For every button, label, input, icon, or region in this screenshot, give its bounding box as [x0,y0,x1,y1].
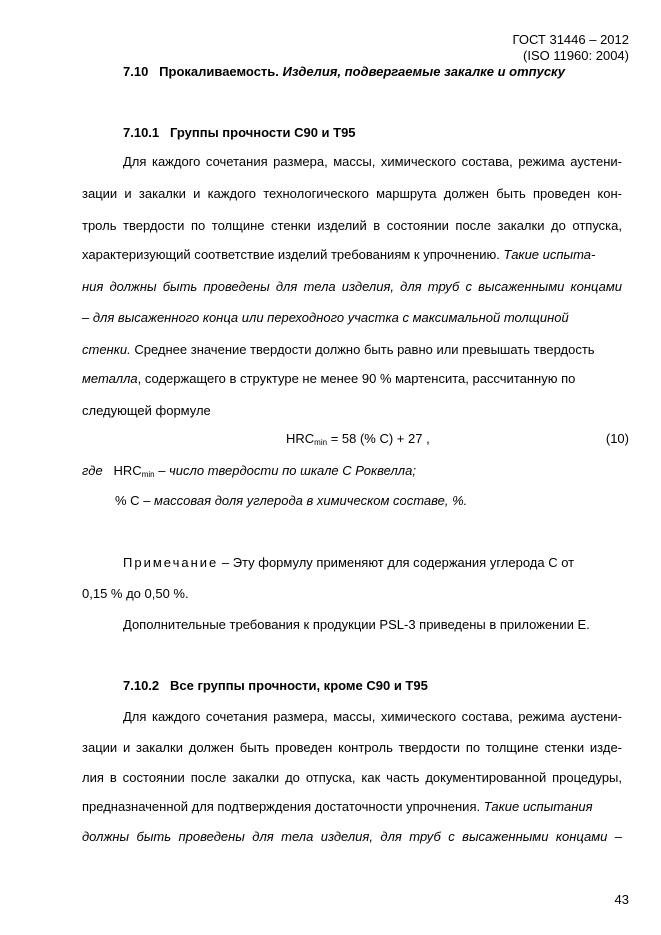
page-number: 43 [614,892,629,907]
legend-symbol: % С [115,493,140,508]
formula-expression: = 58 (% C) + 27 , [330,431,430,446]
additional-requirements: Дополнительные требования к продукции PSL-3 приведены в приложении Е. [123,617,590,632]
paragraph-line: – для высаженного конца или переходного участка с максимальной толщиной [82,310,569,325]
section-7-10-heading [123,64,565,79]
section-title: Все группы прочности, кроме С90 и Т95 [170,678,428,693]
note-continuation: 0,15 % до 0,50 %. [82,586,189,601]
text-normal: характеризующий соответствие изделий требованиям к упрочнению. [82,247,500,262]
section-number: 7.10.1 [123,125,160,140]
note-text: – Эту формулу применяют для содержания углерода С от [218,555,575,570]
text-italic: стенки. [82,342,131,357]
formula-legend-line [115,493,467,508]
formula-legend-line [82,463,416,479]
text-italic: металла [82,371,138,386]
text-italic: Такие испыта- [503,247,596,262]
note-label: Примечание [123,555,219,570]
paragraph-line: Для каждого сочетания размера, массы, химического состава, режима аустени- [123,709,622,724]
formula-subscript: min [314,438,328,447]
paragraph-line: зации и закалки должен быть проведен контроль твердости по толщине стенки изде- [82,740,622,755]
legend-description: – число твердости по шкале С Роквелла; [158,463,416,478]
paragraph-line: Для каждого сочетания размера, массы, химического состава, режима аустени- [123,154,622,169]
formula [286,431,430,447]
paragraph-line [82,342,622,357]
section-title: Группы прочности С90 и Т95 [170,125,356,140]
text-normal: предназначенной для подтверждения достаточности упрочнения. [82,799,481,814]
legend-symbol: HRC [113,463,142,478]
text-normal: Среднее значение твердости должно быть равно или превышать твердость [134,342,595,357]
section-7-10-2-heading [123,678,428,693]
note [123,555,574,570]
paragraph-line: ния должны быть проведены для тела изделия, для труб с высаженными концами [82,279,622,294]
paragraph-line [82,799,622,814]
legend-description: – массовая доля углерода в химическом составе, %. [143,493,468,508]
paragraph-line [82,371,622,386]
section-number: 7.10 [123,64,149,79]
formula-symbol: HRC [286,431,315,446]
section-7-10-1-heading [123,125,356,140]
paragraph-line: зации и закалки и каждого технологического маршрута должен быть проведен кон- [82,186,622,201]
paragraph-line: лия в состоянии после закалки до отпуска, как часть документированной процедуры, [82,770,622,785]
where-word: где [82,463,103,478]
iso-reference: (ISO 11960: 2004) [523,48,629,63]
paragraph-line: должны быть проведены для тела изделия, для труб с высаженными концами – [82,829,622,844]
paragraph-line: следующей формуле [82,403,211,418]
section-title: Прокаливаемость. [159,64,279,79]
legend-subscript: min [141,470,155,479]
standard-number: ГОСТ 31446 – 2012 [512,32,629,47]
section-number: 7.10.2 [123,678,160,693]
formula-number: (10) [605,431,629,446]
text-normal: , содержащего в структуре не менее 90 % мартенсита, рассчитанную по [137,371,576,386]
paragraph-line [82,247,622,262]
section-subtitle: Изделия, подвергаемые закалке и отпуску [282,64,566,79]
text-italic: Такие испытания [483,799,593,814]
paragraph-line: троль твердости по толщине стенки изделий в состоянии после закалки до отпуска, [82,218,622,233]
